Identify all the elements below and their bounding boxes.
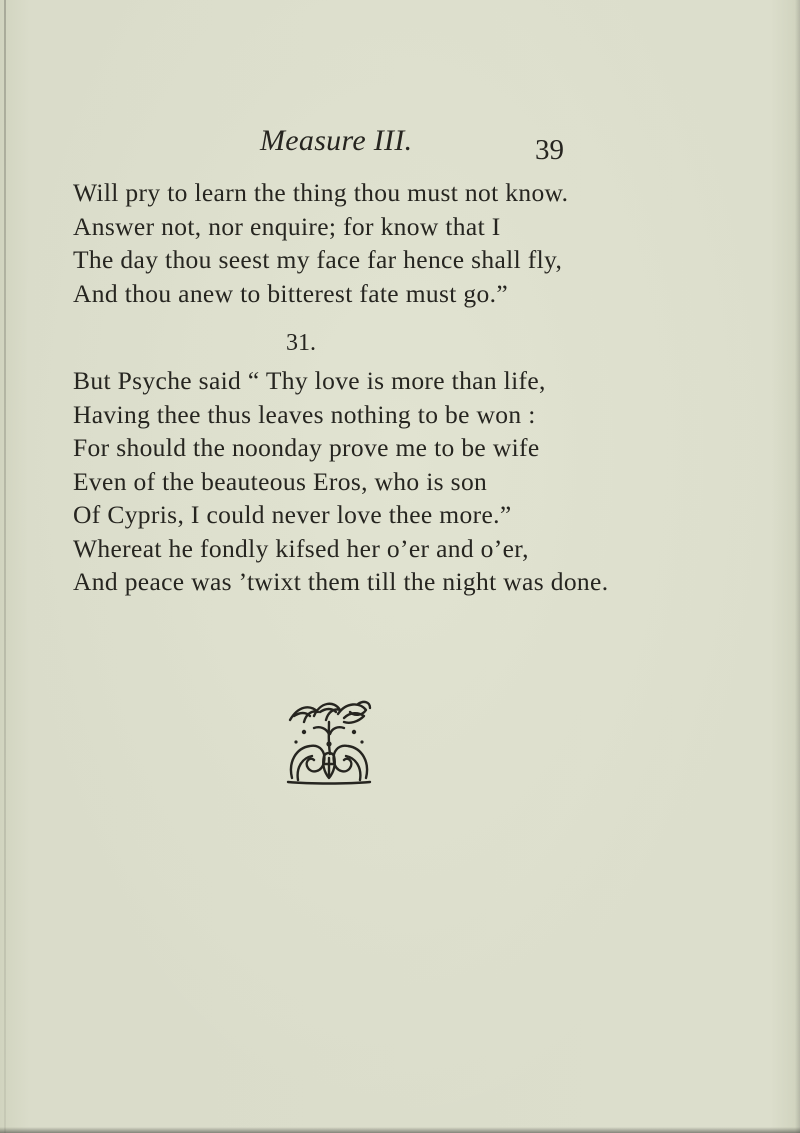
verse-line: Of Cypris, I could never love thee more.” xyxy=(73,500,512,529)
verse-line: Even of the beauteous Eros, who is son xyxy=(73,466,488,496)
running-title: Measure III. xyxy=(260,124,413,157)
verse-line: And peace was ’twixt them till the night was done. xyxy=(73,567,609,596)
stanza-number: 31. xyxy=(286,330,316,356)
verse-line: But Psyche said “ Thy love is more than life, xyxy=(73,366,546,395)
verse-line: Having thee thus leaves nothing to be won : xyxy=(73,399,536,429)
running-head xyxy=(0,124,800,174)
verse-line: Will pry to learn the thing thou must not know. xyxy=(73,178,569,207)
verse-line: And thou anew to bitterest fate must go.” xyxy=(73,278,508,308)
stanza-31 xyxy=(73,364,693,599)
verse-line: Whereat he fondly kifsed her o’er and o’er, xyxy=(73,533,529,563)
verse-line: The day thou seest my face far hence shall fly, xyxy=(73,245,563,274)
page-bottom-edge xyxy=(0,1127,800,1133)
verse-line: Answer not, nor enquire; for know that I xyxy=(73,211,501,241)
floral-vignette-icon xyxy=(284,698,374,788)
page-number: 39 xyxy=(535,134,564,166)
stanza-continuation xyxy=(73,176,693,310)
verse-line: For should the noonday prove me to be wife xyxy=(73,433,540,462)
